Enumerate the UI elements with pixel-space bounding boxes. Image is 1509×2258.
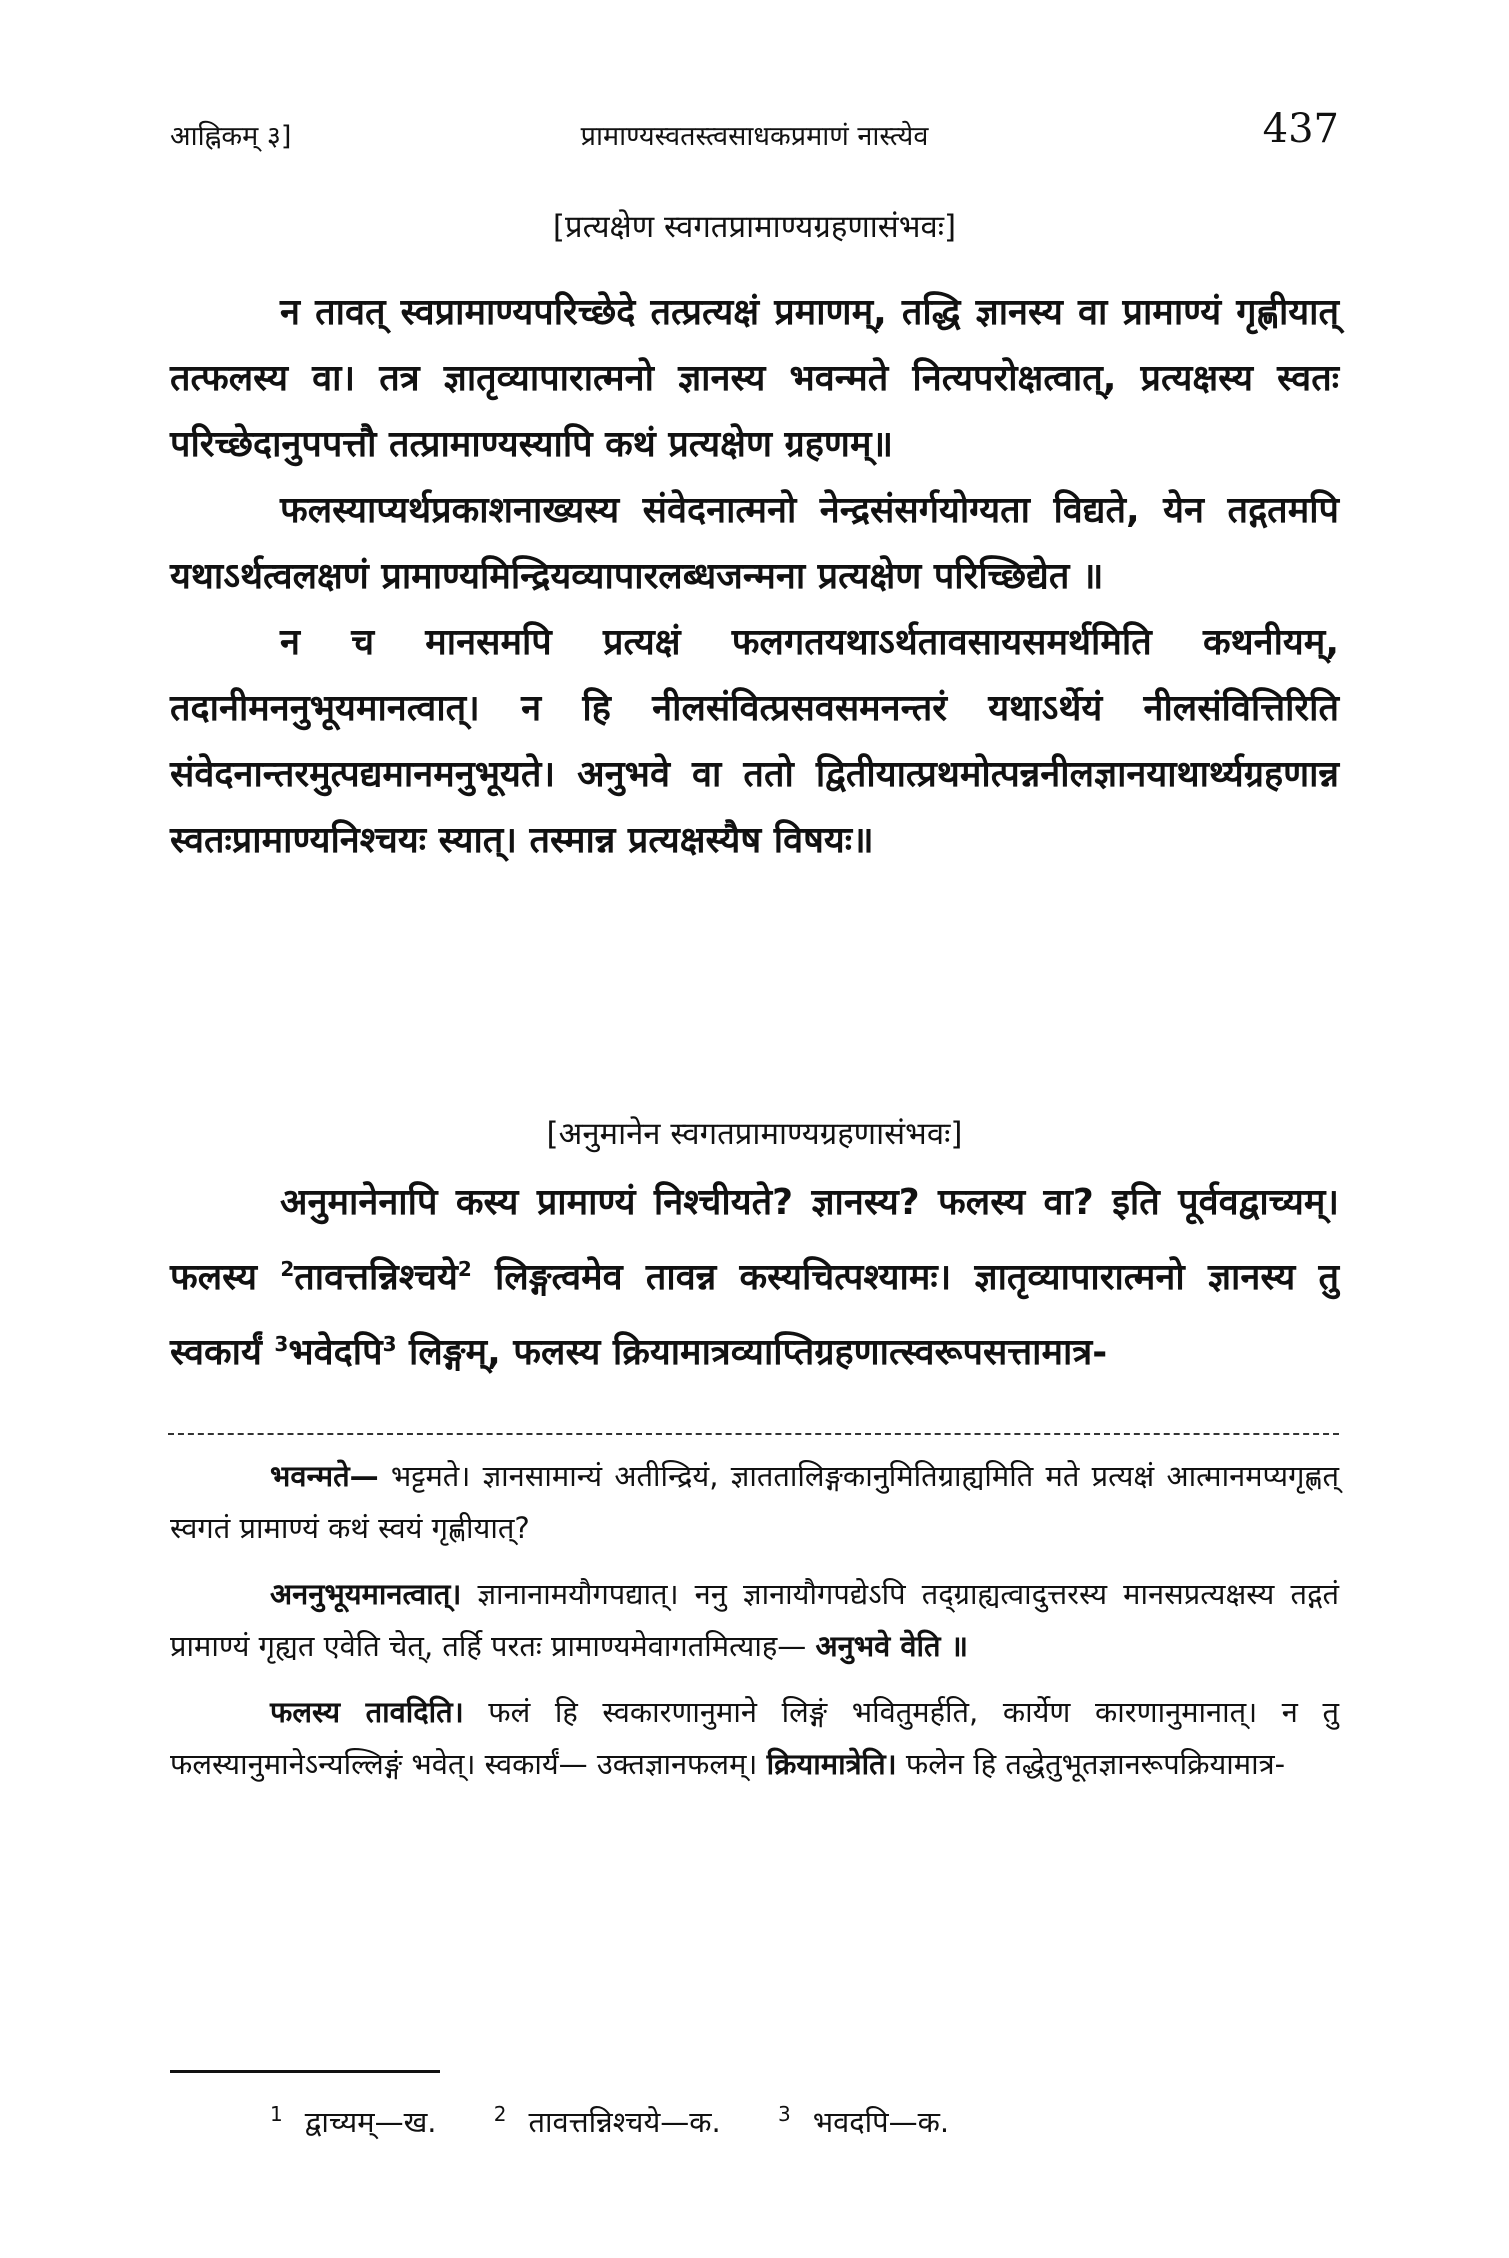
footnote: $^1$ द्वाच्यम्—ख. — [270, 2102, 437, 2139]
paragraph: न च मानसमपि प्रत्यक्षं फलगतयथाऽर्थतावसायसमर्थमिति कथनीयम्, तदानीमननुभूयमानत्वात्। न हि नीलसंवित्प्रसवसमनन्तरं यथाऽर्थेयं नीलसंवित्तिरिति संवेदनान्तरमुत्पद्यमानमनुभूयते। अनुभवे वा ततो द्वितीयात्प्रथमोत्पन्ननीलज्ञानयाथार्थ्यग्रहणान्न स्वतःप्रामाण्यनिश्चयः स्यात्। तस्मान्न प्रत्यक्षस्यैष विषयः॥ — [170, 622, 1339, 861]
chapter-label: आह्निकम् ३] — [170, 121, 292, 152]
footnotes — [270, 2088, 1339, 2148]
commentary — [170, 1450, 1339, 1804]
footnote: $^2$ तावत्तन्निश्चये—क. — [493, 2102, 721, 2139]
section-anumana-text — [170, 1170, 1339, 1386]
footnote-rule — [170, 2070, 440, 2073]
note: फलस्य तावदिति। फलं हि स्वकारणानुमाने लिङ्गं भवितुमर्हति, कार्येण कारणानुमानात्। न तु फलस्यानुमानेऽन्यल्लिङ्गं भवेत्। स्वकार्यं— उक्तज्ञानफलम्। क्रियामात्रेति। फलेन हि तद्धेतुभूतज्ञानरूपक्रियामात्र- — [170, 1695, 1339, 1781]
paragraph: न तावत् स्वप्रामाण्यपरिच्छेदे तत्प्रत्यक्षं प्रमाणम्, तद्धि ज्ञानस्य वा प्रामाण्यं गृह्णीयात् तत्फलस्य वा। तत्र ज्ञातृव्यापारात्मनो ज्ञानस्य भवन्मते नित्यपरोक्षत्वात्, प्रत्यक्षस्य स्वतः परिच्छेदानुपपत्तौ तत्प्रामाण्यस्यापि कथं प्रत्यक्षेण ग्रहणम्॥ — [170, 292, 1339, 465]
paragraph: अनुमानेनापि कस्य प्रामाण्यं निश्चीयते? ज्ञानस्य? फलस्य वा? इति पूर्ववद्वाच्यम्। फलस्य $^2$तावत्तन्निश्चये$^2$ लिङ्गत्वमेव तावन्न कस्यचित्पश्यामः। ज्ञातृव्यापारात्मनो ज्ञानस्य तु स्वकार्यं $^3$भवेदपि$^3$ लिङ्गम्, फलस्य क्रियामात्रव्याप्तिग्रहणात्स्वरूपसत्तामात्र- — [170, 1182, 1339, 1373]
paragraph: फलस्याप्यर्थप्रकाशनाख्यस्य संवेदनात्मनो नेन्द्रसंसर्गयोग्यता विद्यते, येन तद्गतमपि यथाऽर्थत्वलक्षणं प्रामाण्यमिन्द्रियव्यापारलब्धजन्मना प्रत्यक्षेण परिच्छिद्येत ॥ — [170, 490, 1339, 597]
footnote: $^3$ भवदपि—क. — [777, 2102, 950, 2139]
section-title-anumana: [अनुमानेन स्वगतप्रामाण्यग्रहणासंभवः] — [546, 1116, 963, 1152]
note: अननुभूयमानत्वात्। ज्ञानानामयौगपद्यात्। ननु ज्ञानायौगपद्येऽपि तद्ग्राह्यत्वादुत्तरस्य मानसप्रत्यक्षस्य तद्गतं प्रामाण्यं गृह्यत एवेति चेत्, तर्हि परतः प्रामाण्यमेवागतमित्याह— अनुभवे वेति ॥ — [170, 1577, 1339, 1663]
running-title: प्रामाण्यस्वतस्त्वसाधकप्रमाणं नास्त्येव — [580, 121, 929, 152]
page-number: 437 — [1262, 106, 1339, 152]
commentary-divider — [168, 1433, 1339, 1435]
running-header — [170, 106, 1339, 162]
section-title-pratyaksha: [प्रत्यक्षेण स्वगतप्रामाण्यग्रहणासंभवः] — [552, 209, 957, 245]
section-pratyaksha-text — [170, 280, 1339, 874]
note: भवन्मते— भट्टमते। ज्ञानसामान्यं अतीन्द्रियं, ज्ञाततालिङ्गकानुमितिग्राह्यमिति मते प्रत्यक्षं आत्मानमप्यगृह्णत् स्वगतं प्रामाण्यं कथं स्वयं गृह्णीयात्? — [170, 1459, 1340, 1545]
